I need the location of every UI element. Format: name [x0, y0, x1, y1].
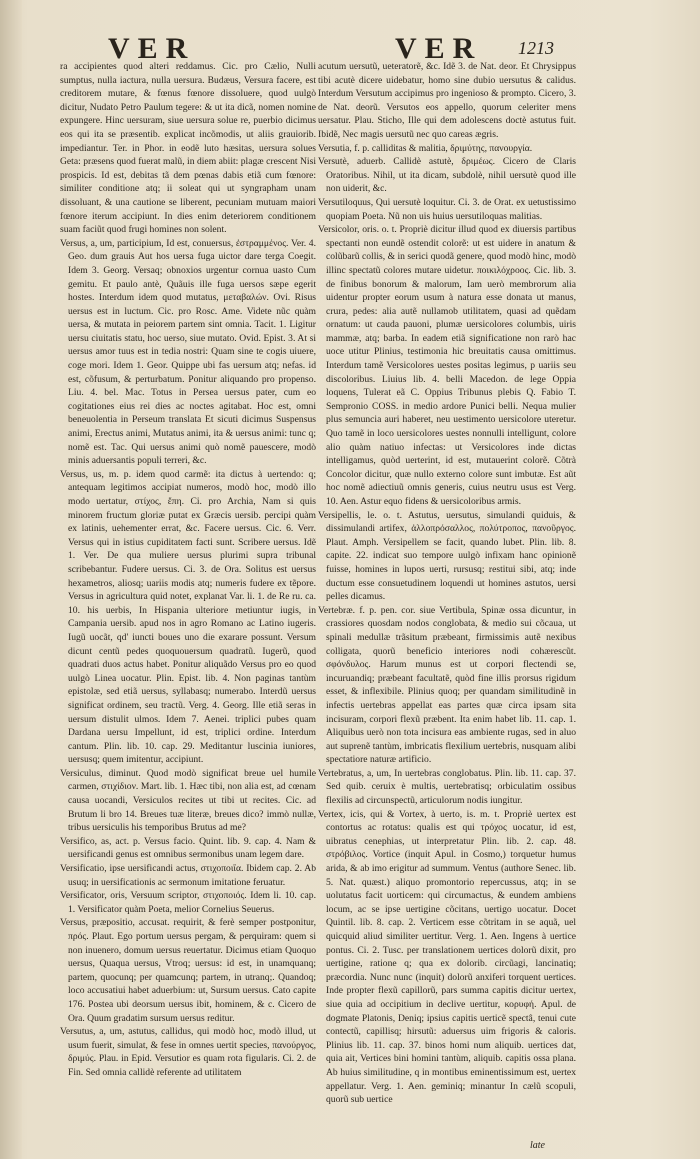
catchword: late — [530, 1140, 545, 1151]
right-column — [318, 60, 576, 1150]
dictionary-entry: Versutus, a, um, astutus, callidus, qui modò hoc, modò illud, ut usum fuerit, simulat, & fese in omnes uertit species, πανούργος, δριμύς. Plau. in Epid. Versutior es quam rota figularis. Ci. 2. de Fin. Sed omnia callidè referente ad utilitatem — [60, 1026, 316, 1078]
left-column — [60, 60, 316, 1150]
dictionary-entry: acutum uersutũ, ueteratorẽ, &c. Idẽ 3. de Nat. deor. Et Chrysippus tibi acutè dicere uidebatur, homo sine dubio uersutus & calidus. Interdum Versutum accipimus pro ingenioso & prompto. Cicero, 3. de Nat. deorũ. Versutos eos appello, quorum celeriter mens uersatur. Plau. Sticho, Ille qui dem adolescens doctè astutus fuit. Ibidẽ, Nec magis uersutũ nec quo careas ægris. — [318, 61, 576, 140]
dictionary-entry: Vertebræ. f. p. pen. cor. siue Vertibula, Spinæ ossa dicuntur, in crassiores quosdam nodos conglobata, & medio sui cõcaua, ut spinali medullæ trãsitum præbeant, firmissimis autẽ nexibus colligata, quorũ beneficio interiores nodi cohærescũt. σφόνδυλος. Harum munus est ut corpori flectendi se, incuruandiq; præbeant facultatẽ, quòd fine illis prorsus rigidum esset, & inflexibile. Plinius quoq; per quandam similitudinẽ in infectis uertebras appellat eas partes quæ circa ipsam sita incisuram, corpori flexũ præbent. Ita enim habet lib. 11. cap. 1. Aliquibus uerò non tota incisura eas ambiente rugas, sed in aluo aut suprenẽ tantùm, imbricatis flexilium uertebris, nusquam alibi spectatiore naturæ artificio. — [318, 604, 576, 766]
dictionary-entry: Vertebratus, a, um, In uertebras conglobatus. Plin. lib. 11. cap. 37. Sed quib. ceruix è multis, uertebratisq; orbiculatim ossibus flexilis ad circunspectũ, articulorum nodis iungitur. — [318, 767, 576, 807]
dictionary-entry: Vertex, icis, qui & Vortex, à uerto, is. m. t. Propriè uertex est contortus ac rotatus: qualis est qui τρόχος uocatur, id est, uibratus cenephias, ut interpretatur Plin. lib. 2. cap. 48. στρόβιλος. Vortice (inquit Apul. in Cosmo,) torquetur humus arida, & ab imo erigitur ad summum. Ventus (authore Senec. lib. 5. Nat. quæst.) aliquo promontorio repercussus, atq; in se uolutatus facit uorticem: qui circumactus, & eundem ambiens locum, ac se ipse uertigine cõcitans, uertigo uocatur. Docet Quintil. lib. 8. cap. 2. Verticem esse cõtritam in se aquã, uel quicquid aliud similiter uertitur. Verg. 1. Aen. Ingens à uertice pontus. Ci. 2. Tusc. per translationem uertices dolorũ dixit, pro uertigine, ratione q; qua ex dolorib. circũagi, lancinatiq; præcordia. Nunc nunc (inquit) dolorũ anxiferi torquent uertices. Inde propter flexũ capillorũ, pars summa capitis dicitur uertex, siue quia ad occipitium in declive uertitur, κορυφή. Apul. de dogmate Platonis, Deniq; ipsius capitis uerticẽ spectâ, tenui cute contectũ, capillisq; hirsutũ: aduersus uim frigoris & caloris. Plinius lib. 11. cap. 37. binos homi num aliquib. uertices dat, quia ait, Vertices bini homini tantùm, aliquib. capitis ossa plana. Ab huius similitudine, q in montibus eminentissimum est, uertex appellatur. Verg. 1. Aen. geminiq; minantur In cælũ scopuli, quorũ sub uertice — [318, 808, 576, 1106]
dictionary-entry: ra accipientes quod alteri reddamus. Cic. pro Cælio, Nulli sumptus, nulla iactura, nulla uersura. Budæus, Versura facere, est creditorem mutare, & fœnus fœnore dissoluere, quod uulgò dicitur, Nudato Petro Paulum tegere: & ut ita dicã, nomen nomine expungere. Hinc uersuram, siue uersura solue re, puerbio dicimus eos qui ita se præsentib. explicat incõmodis, ut aliis grauiorib. impediantur. Ter. in Phor. in eodẽ luto hæsitas, uersura solues Geta: præsens quod fuerat malũ, in diem abiit: plagæ crescent Nisi prospicis. Id est, debitas tã dem pœnas dabis etiã cum fœnore: similiter conditione atq; ii soleat qui ut syngrapham unam dissoluant, & una cautione se liberent, pecuniam mutuam maiori fœnore iterum accipiunt. In dies enim deteriorem conditionem suam faciũt quod frugi homines non solent. — [60, 61, 316, 236]
binding-gutter — [0, 0, 22, 1159]
dictionary-entry: Versiculus, diminut. Quod modò significat breue uel humile carmen, στιχίδιον. Mart. lib. 1. Hæc tibi, non alia est, ad cœnam causa uocandi, Versiculos recites ut tibi ut recites. Cic. ad Brutum li bro 14. Breues tuæ literæ, breues dico? immò nullæ, tribus uersiculis his temporibus Brutus ad me? — [60, 767, 316, 834]
dictionary-entry: Versicolor, oris. o. t. Propriè dicitur illud quod ex diuersis partibus spectanti non eundẽ ostendit colorẽ: ut est uidere in anatum & colũbarũ collis, & in serici quodã genere, quod modò hinc, modò illinc spectatũ colores mutare uidetur. ποικιλόχροος. Cic. lib. 3. de finibus bonorum & malorum, Iam uerò membrorum alia uidentur propter eorum usum à natura esse donata ut manus, crura, pedes: alia autẽ nullamob utilitatem, quasi ad quẽdam ornatum: ut cauda pauoni, plumæ uersicolores columbis, uiris mammæ, atq; barba. In eadem etiã significatione non rarò hac uoce utitur Plinius, testimonia hic breuitatis causa omittimus. Interdum tamẽ Versicolores uestes positas legimus, p uariis seu discoloribus. Liuius lib. 4. belli Macedon. de lege Oppia loquens, Tulerat eã C. Oppius Tribunus plebis Q. Fabio T. Sempronio COSS. in medio ardore Punici belli. Nequa mulier plus semuncia auri haberet, neu uestimento uersicolore uteretur. Quo tamẽ in loco uersicolores uestes nonnulli intelligunt, colore alio quàm natiuo infectas: ut Versicolores inde dictas intelligamus, quòd uerterint, id est, mutauerint colorẽ. Cõtrà Concolor dicitur, quæ nullo externo colore sunt imbutæ. Est aũt hoc nomẽ adiectiuũ omnis generis, cuius neutru usus est Verg. 10. Aen. Astur equo fidens & uersicoloribus armis. — [318, 224, 576, 507]
dictionary-entry: Versutia, f. p. calliditas & malitia, δριμύτης, πανουργία. — [318, 142, 533, 154]
dictionary-entry: Versificatio, ipse uersificandi actus, στιχοποιΐα. Ibidem cap. 2. Ab usuq; in uersificationis ac sermonum imitatione feruatur. — [60, 863, 316, 888]
dictionary-entry: Versus, præpositio, accusat. requirit, & ferè semper postponitur, πρός. Plaut. Ego portum uersus pergam, & perquiram: quem si non inuenero, domum uersus reuertatur. Dicimus etiam Quoquo uersus, Quaqua uersus, Vtroq; uersus: id est, in unamquanq; partem, quocunq; per quamcunq; partem, in utranq;. Quandoq; loco accusatiui habet aduerbium: ut, Sursum uersus. Cato capite 176. Postea ubi deorsum uersus ibit, hominem, & c. Cicero de Ora. Quum gradatim sursum uersus reditur. — [60, 917, 316, 1024]
header-right: VER — [395, 32, 483, 65]
dictionary-entry: Versutiloquus, Qui uersutè loquitur. Ci. 3. de Orat. ex uetustissimo quopiam Poeta. Nũ non uis huius uersutiloquas malitias. — [318, 196, 576, 222]
page-number: 1213 — [518, 38, 554, 58]
dictionary-entry: Versus, a, um, participium, Id est, conuersus, ἐστραμμένος. Ver. 4. Geo. dum grauis Aut hos uersa fuga uictor dare terga Coegit. Idem 3. Georg. Versaq; obnoxios urgentur cornua uasto Cum gemitu. Et paulo antè, Quãuis ille fuga uersos sæpe egerit hostes. Interdum idem quod mutatus, μεταβαλών. Ovi. Risus uersus est in luctum. Cic. pro Rosc. Ame. Videte nũc quàm uersa, & mutata in peiorem partem sint omnia. Tacit. 1. Ligitur uersu ciuitatis statu, hoc uerso, siue mutato. Ovid. Epist. 3. At si uersus amor tuus est in tedia nostri: Quam sine te cogis uiuere, coge mori. Idem 1. Geor. Quippe ubi fas uersum atq; nefas. id est, cõfusum, & perturbatum. Ponitur aliquando pro propenso. Liu. 4. bel. Mac. Totus in Persea uersus pater, cum eo cogitationes eius rei dies ac noctes agitabat. Hoc est, omni beneuolentia in Perseum translata Et sicuti dicimus Suspensus animi, Erectus animi, Mutatus animi, ita & uersus animi: tunc q; nomẽ est. Tac. Qui uersus animi quò nomẽ pauescere, modò minis aduersantis populi terreri, &c. — [60, 237, 316, 467]
dictionary-entry: Versus, us, m. p. idem quod carmẽ: ita dictus à uertendo: q; antequam legitimos accipiat numeros, modò hoc, modò illo modo uertatur, στίχος, ἔπη. Ci. pro Archia, Nam si quis minorem fructum gloriæ putat ex Græcis uersib. percipi quàm ex latinis, uehementer errat, &c. Facere uersus. Cic. 6. Verr. Versus qui in istius cupiditatem facti sunt. Scribere uersus. Idẽ 1. Ver. De qua muliere uersus plurimi supra tribunal scribebantur. Fudere uersus. Ci. 3. de Ora. Solitus est uersus hexametros, aliosq; uariis modis atq; numeris fudere ex tẽpore. Versus in agricultura quid notet, explanat Var. li. 1. de Re ru. ca. 10. his uerbis, In Hispania ulteriore metiuntur iugis, in Campania uersib. apud nos in agro Romano ac Latino iugeris. Iugũ uocãt, qd' iuncti boues uno die exarare possunt. Versum dicunt centũ pedes quoquouersum quadratũ. Iugerũ, quod quadrati duos actus habet. Ponitur aliquãdo Versus pro eo quod uulgò Linea uocatur. Plin. Epist. lib. 4. Non paginas tantùm epistolæ, sed etiã uersus, syllabasq; numerabo. Interdũ uersus significat ordinem, seu tractũ. Verg. 4. Georg. Ille etiã seras in uersum distulit ulmos. Idem 7. Aenei. triplici pubes quam Dardana uersu Impellunt, id est, triplici ordine. Interdum cantum. Plin. lib. 10. cap. 29. Meditantur luscinia iuniores, uersusq; quem imitentur, accipiunt. — [60, 468, 316, 766]
dictionary-entry: Versipellis, le. o. t. Astutus, uersutus, simulandi quiduis, & dissimulandi artifex, ἀλλοπρόσαλλος, πολύτροπος, πανοῦργος. Plaut. Amph. Versipellem se facit, quando lubet. Plin. lib. 8. capite. 22. indicat suo tempore uulgò infixam hanc opinionẽ fuisse, homines in lupos uerti, rursusq; restitui sibi, atq; inde ductum esse consuetudinem loquendi ut homines astutos, uersi pelles dicamus. — [318, 509, 576, 603]
dictionary-entry: Versutè, aduerb. Callidè astutè, δριμέως. Cicero de Claris Oratoribus. Nihil, ut ita dicam, subdolè, nihil uersutè quod ille non uiderit, &c. — [318, 156, 576, 195]
header-left: VER — [108, 32, 196, 65]
dictionary-entry: Versificator, oris, Versuum scriptor, στιχοποιός. Idem li. 10. cap. 1. Versificator quàm Poeta, melior Cornelius Seuerus. — [60, 890, 316, 915]
dictionary-entry: Versifico, as, act. p. Versus facio. Quint. lib. 9. cap. 4. Nam & uersificandi genus est omnibus sermonibus unam legem dare. — [60, 835, 316, 861]
